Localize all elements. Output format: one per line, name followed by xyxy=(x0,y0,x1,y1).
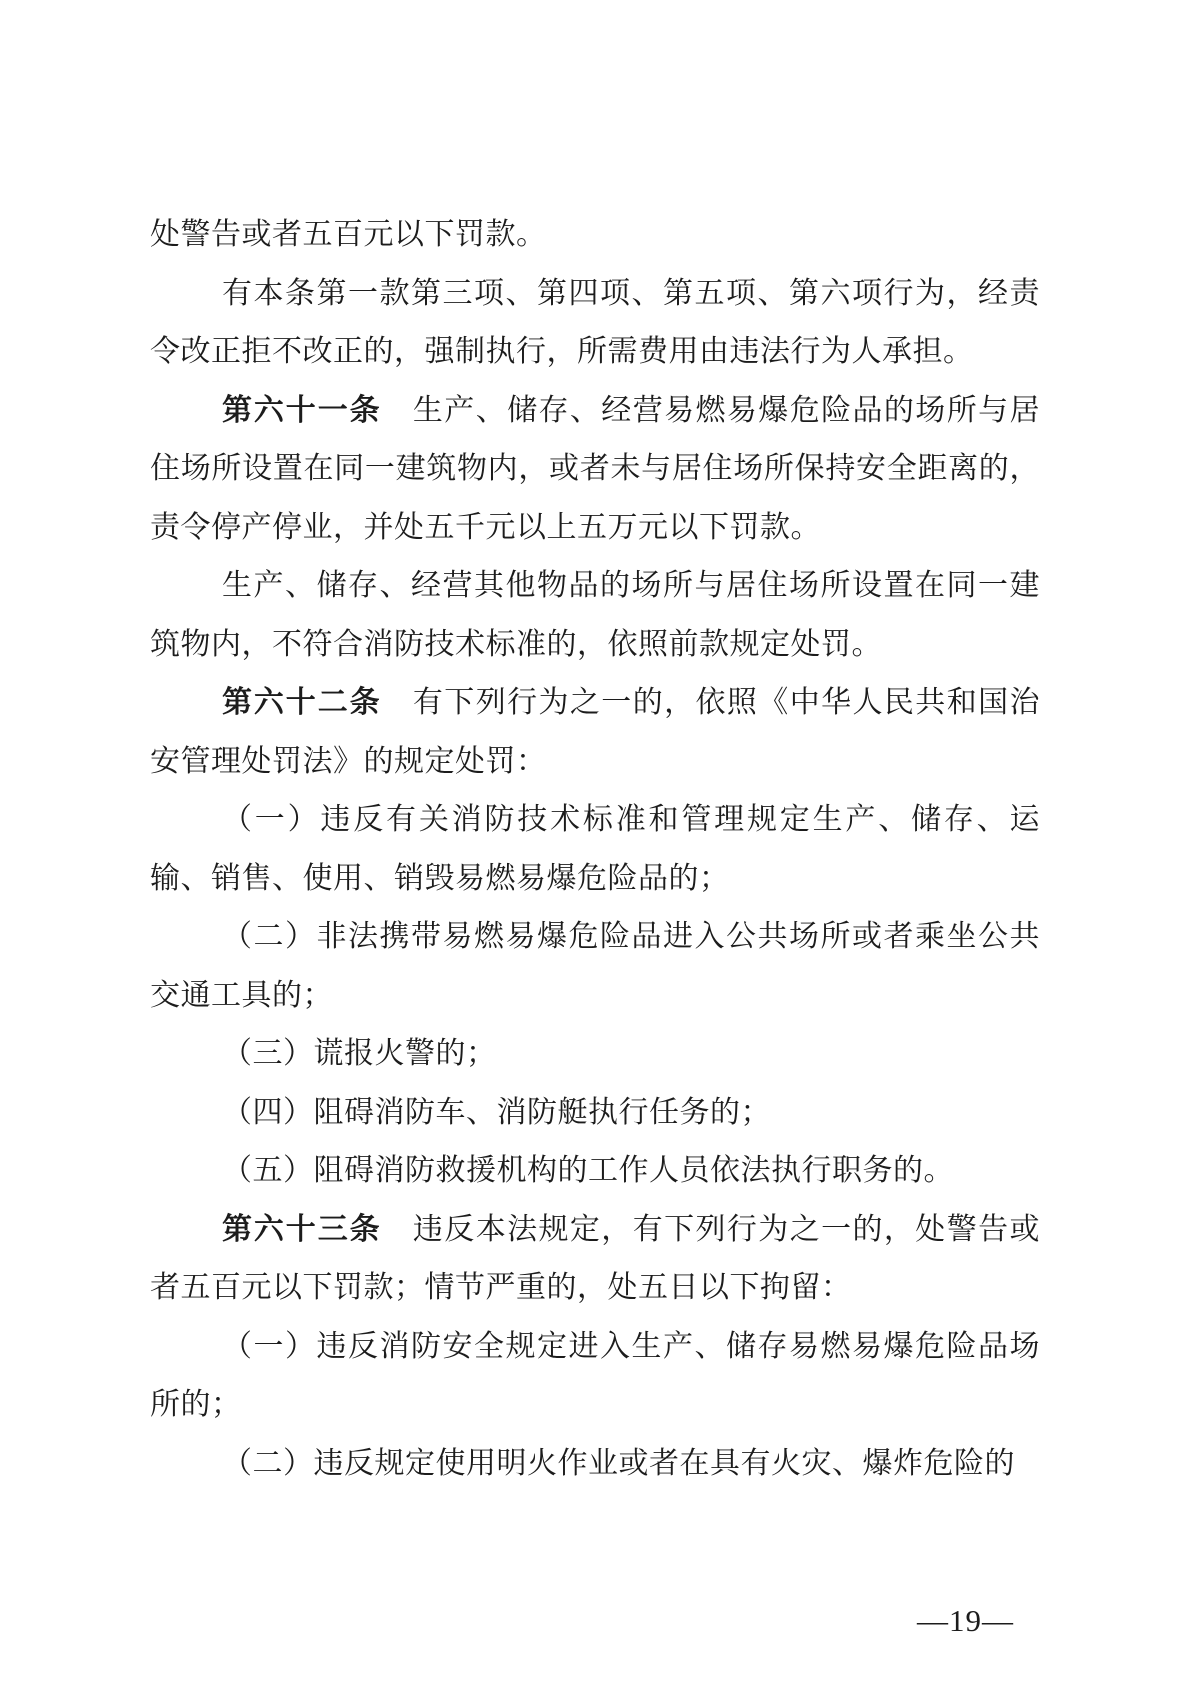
paragraph-text: 生产、储存、经营其他物品的场所与居住场所设置在同一建筑物内，不符合消防技术标准的，依照前款规定处罚。 xyxy=(150,569,1040,661)
document-body xyxy=(150,206,1040,1493)
paragraph-text: （一）违反有关消防技术标准和管理规定生产、储存、运输、销售、使用、销毁易燃易爆危险品的； xyxy=(150,803,1040,895)
paragraph xyxy=(150,1201,1040,1318)
paragraph-text: （五）阻碍消防救援机构的工作人员依法执行职务的。 xyxy=(222,1154,954,1187)
article-number: 第六十二条 xyxy=(222,686,382,719)
paragraph-text: 有本条第一款第三项、第四项、第五项、第六项行为，经责令改正拒不改正的，强制执行，所需费用由违法行为人承担。 xyxy=(150,276,1040,368)
paragraph-text: （四）阻碍消防车、消防艇执行任务的； xyxy=(222,1095,771,1129)
paragraph-text: 有下列行为之一的，依照《中华人民共和国治安管理处罚法》的规定处罚： xyxy=(150,686,1040,778)
article-number: 第六十三条 xyxy=(222,1212,382,1246)
paragraph xyxy=(150,674,1040,791)
paragraph-text: （一）违反消防安全规定进入生产、储存易燃易爆危险品场所的； xyxy=(150,1329,1040,1421)
paragraph xyxy=(150,206,1040,265)
paragraph-text: 处警告或者五百元以下罚款。 xyxy=(150,218,547,251)
paragraph xyxy=(150,1435,1040,1494)
page-number: —19— xyxy=(917,1603,1014,1638)
paragraph-text: （二）违反规定使用明火作业或者在具有火灾、爆炸危险的 xyxy=(222,1446,1015,1480)
paragraph xyxy=(150,1318,1040,1435)
article-number: 第六十一条 xyxy=(222,393,382,427)
paragraph xyxy=(150,1142,1040,1201)
paragraph-text: （二）非法携带易燃易爆危险品进入公共场所或者乘坐公共交通工具的； xyxy=(150,920,1040,1012)
paragraph xyxy=(150,382,1040,558)
paragraph xyxy=(150,1025,1040,1084)
paragraph xyxy=(150,265,1040,382)
paragraph xyxy=(150,908,1040,1025)
paragraph xyxy=(150,557,1040,674)
paragraph xyxy=(150,1084,1040,1143)
paragraph-text: （三）谎报火警的； xyxy=(222,1037,497,1070)
paragraph-text: 违反本法规定，有下列行为之一的，处警告或者五百元以下罚款；情节严重的，处五日以下拘留： xyxy=(150,1212,1040,1304)
paragraph xyxy=(150,791,1040,908)
paragraph-text: 生产、储存、经营易燃易爆危险品的场所与居住场所设置在同一建筑物内，或者未与居住场所保持安全距离的，责令停产停业，并处五千元以上五万元以下罚款。 xyxy=(150,393,1040,544)
